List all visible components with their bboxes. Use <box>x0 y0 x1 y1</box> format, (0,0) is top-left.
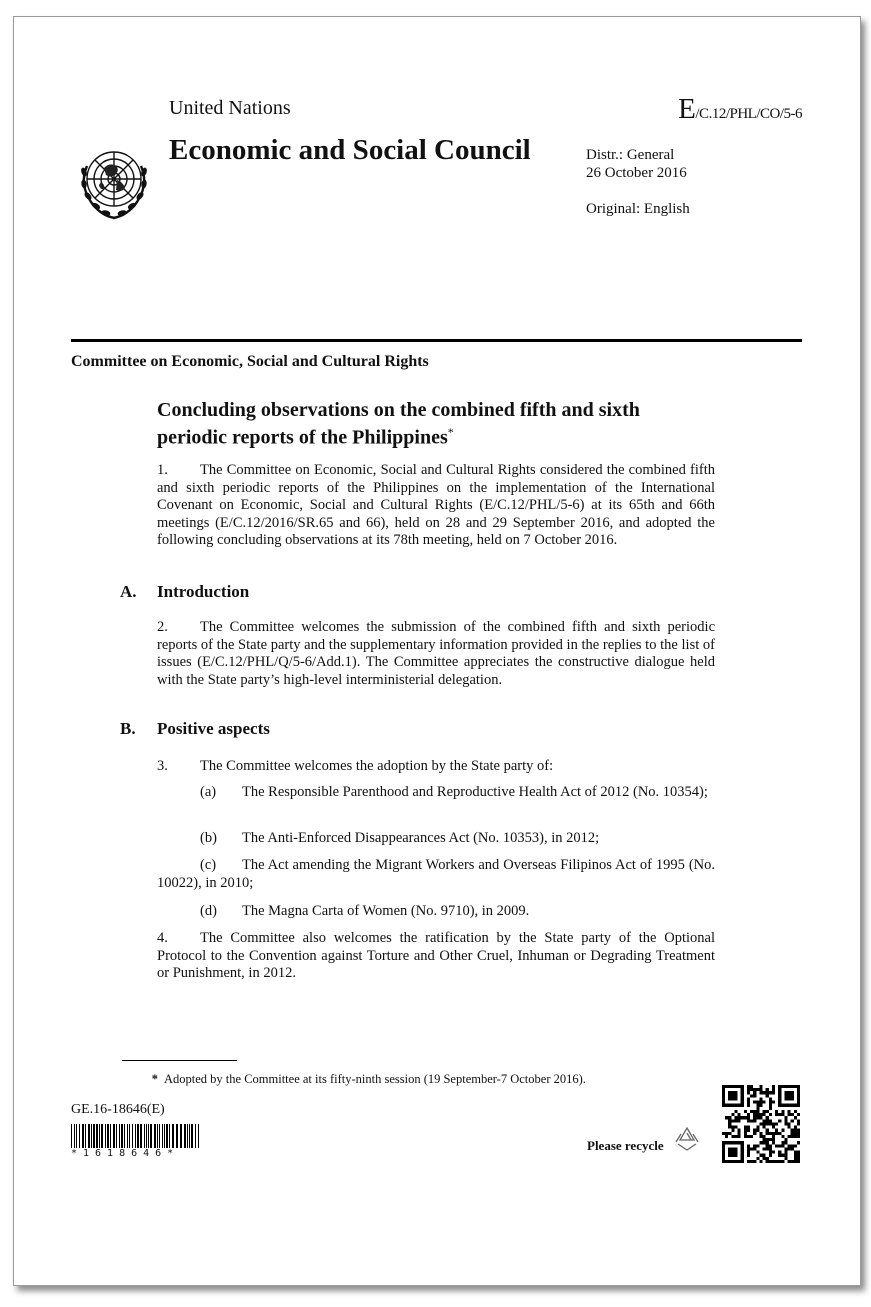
footnote-text: Adopted by the Committee at its fifty-ninth session (19 September-7 October 2016). <box>164 1072 586 1086</box>
paragraph-2 <box>157 619 715 689</box>
document-page <box>13 16 861 1286</box>
section-title: Positive aspects <box>157 719 270 738</box>
list-item <box>157 784 715 802</box>
paragraph-number: 3. <box>157 758 168 774</box>
item-label: (c) <box>200 857 217 873</box>
recycle-label: Please recycle <box>587 1138 664 1153</box>
list-item <box>157 857 715 892</box>
paragraph-text: The Committee on Economic, Social and Cultural Rights considered the combined fifth and sixth periodic reports of the Philippines on the implementation of the International Covenant on Economic, Social and Cultural Rights (E/C.12/PHL/5-6) at its 65th and 66th meetings (E/C.12/2016/SR.65 and 66), held on 28 and 29 September 2016, and adopted the following concluding observations at its 78th meeting, held on 7 October 2016. <box>157 462 715 548</box>
section-letter: B. <box>120 719 136 738</box>
section-heading-a <box>120 582 249 602</box>
distribution-block <box>586 146 687 182</box>
title-line-2: periodic reports of the Philippines <box>157 426 448 449</box>
paragraph-text: The Committee also welcomes the ratification by the State party of the Optional Protocol to the Convention against Torture and Other Cruel, Inhuman or Degrading Treatment or Punishment, in 2012. <box>157 930 715 981</box>
paragraph-4 <box>157 930 715 983</box>
item-label: (a) <box>200 784 217 800</box>
barcode-number: *1618646* <box>71 1148 180 1159</box>
qr-code-icon <box>722 1085 800 1163</box>
footnote-mark: * <box>151 1072 158 1086</box>
item-text: The Magna Carta of Women (No. 9710), in 2009. <box>242 903 530 919</box>
item-label: (b) <box>200 830 217 846</box>
item-text: The Responsible Parenthood and Reproductive Health Act of 2012 (No. 10354); <box>242 784 708 800</box>
paragraph-text: The Committee welcomes the adoption by the State party of: <box>200 758 554 774</box>
symbol-big: E <box>678 93 696 125</box>
item-text: The Anti-Enforced Disappearances Act (No. 10353), in 2012; <box>242 830 600 846</box>
list-item <box>157 903 715 921</box>
footnote <box>142 1072 586 1087</box>
section-letter: A. <box>120 582 137 601</box>
un-emblem-icon <box>71 138 157 224</box>
original-language: Original: English <box>586 201 690 217</box>
symbol-small: /C.12/PHL/CO/5-6 <box>695 106 802 122</box>
footnote-rule <box>122 1060 237 1061</box>
item-label: (d) <box>200 903 217 919</box>
paragraph-number: 4. <box>157 930 168 946</box>
paragraph-3 <box>157 758 715 776</box>
title-footnote-mark: * <box>447 425 454 439</box>
title-line-1: Concluding observations on the combined fifth and sixth <box>157 399 640 421</box>
org-name: United Nations <box>169 97 291 119</box>
list-item <box>157 830 715 848</box>
council-title: Economic and Social Council <box>169 134 531 166</box>
header-rule <box>71 339 802 342</box>
section-title: Introduction <box>157 582 250 601</box>
document-symbol <box>678 93 802 126</box>
paragraph-1 <box>157 462 715 550</box>
paragraph-number: 1. <box>157 462 168 478</box>
section-heading-b <box>120 719 270 739</box>
distribution: Distr.: General <box>586 147 675 163</box>
barcode-icon <box>71 1124 201 1148</box>
paragraph-text: The Committee welcomes the submission of the combined fifth and sixth periodic reports of the State party and the supplementary information provided in the replies to the list of issues (E/C.12/PHL/Q/5-6/Add.1). The Committee appreciates the constructive dialogue held with the State party’s high-level interministerial delegation. <box>157 619 715 688</box>
committee-name: Committee on Economic, Social and Cultural Rights <box>71 353 429 370</box>
paragraph-number: 2. <box>157 619 168 635</box>
issue-date: 26 October 2016 <box>586 165 687 181</box>
recycle-icon <box>672 1124 702 1154</box>
document-title <box>157 399 717 449</box>
item-text: The Act amending the Migrant Workers and Overseas Filipinos Act of 1995 (No. 10022), in 2010; <box>157 857 715 891</box>
document-id: GE.16-18646(E) <box>71 1102 165 1117</box>
